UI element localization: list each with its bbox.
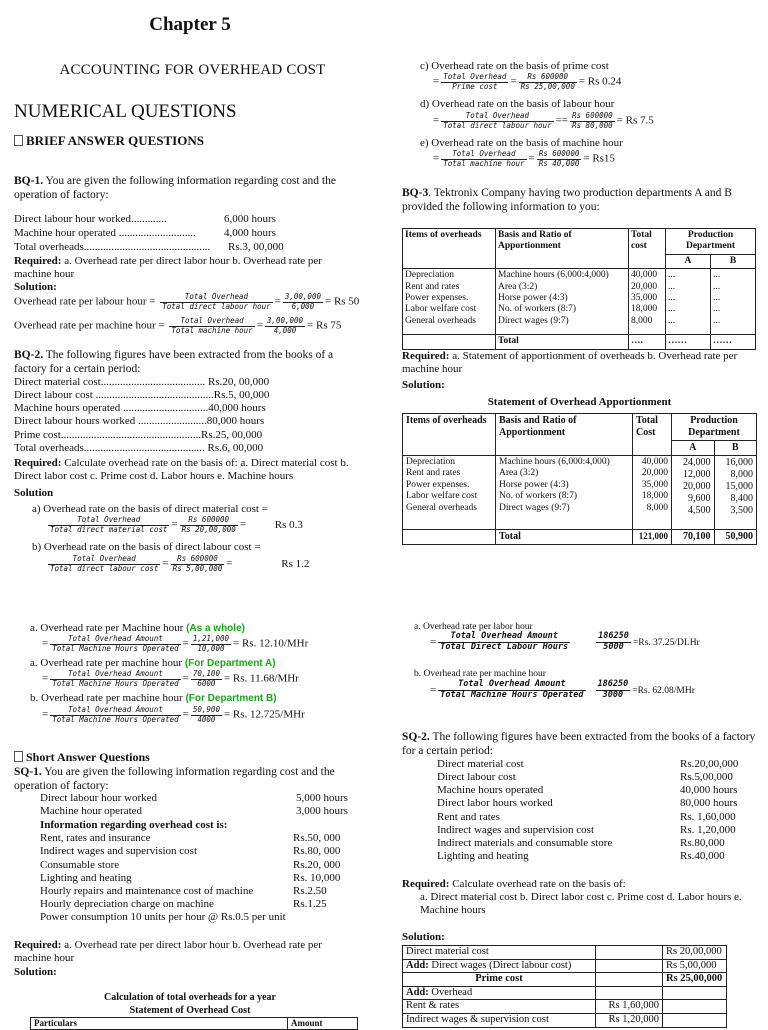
sq2-item: Direct material cost [437,758,524,770]
bq1-value: 4,000 hours [224,227,276,239]
sq1-power: Power consumption 10 units per hour @ Rs.0.5 per unit [40,911,286,923]
bq2-a-formula: $\frac{\text{Total Overhead}}{\text{Total direct material cost}}$ = $\frac{Rs 600000}{Rs 20,00,000}$ = Rs 0.3 [50,515,303,534]
th-total: Total cost [629,229,666,269]
bq3-input-table [402,228,756,350]
bq2-d-formula: = $\frac{\text{Total Overhead}}{\text{Total direct labour hour}}$ == $\frac{Rs 600000}{Rs 80,000}$ = Rs 7.5 [433,111,654,130]
bq2-row: Machine hours operated ...............................40,000 hours [14,402,266,414]
total-label: Total [496,335,629,349]
sq2-required-list: a. Direct material cost b. Direct labor cost c. Prime cost d. Labor hours e. Machine hours [420,891,742,917]
sq2-item: Indirect materials and consumable store [437,837,613,849]
th-a: A [666,254,711,268]
mhr-b-formula: = $\frac{\text{Total Overhead Amount}}{\text{Total Machine Hours Operated}}$ = $\frac{50,900}{4000}$ = Rs. 12.725/MHr [42,705,305,724]
bq2-required: Required: Calculate overhead rate on the basis of: a. Direct material cost b. Direct labor cost c. Prime cost d. Labor hours e. Machine hours [14,457,349,483]
section-title: NUMERICAL QUESTIONS [14,101,237,122]
sq1-required: Required: a. Overhead rate per direct labor hour b. Overhead rate per machine hour [14,939,322,965]
bq2-b-label: b) Overhead rate on the basis of direct labour cost = [32,541,261,553]
sq2-item-value: Rs.5,00,000 [680,771,733,783]
total-label: Total [496,530,633,545]
bq2-e-label: e) Overhead rate on the basis of machine hour [420,137,623,149]
sq2-item-value: 40,000 hours [680,784,738,796]
col-particulars: Particulars [31,1018,288,1030]
total-dots-a: …… [666,335,711,349]
bq3-solution-label: Solution: [402,379,445,391]
mhr-b-label: b. Overhead rate per machine hour (For Department B) [30,692,277,704]
bq3-question: BQ-3. Tektronix Company having two production departments A and B provided the following information to you: [402,187,732,213]
bq1-row: Machine hour operated ............................ [14,227,196,239]
sq1-value: 5,000 hours [296,792,348,804]
sq2-item-value: Rs. 1,20,000 [680,824,736,836]
sq1-b-formula: = $\frac{\text{Total Overhead Amount}}{\text{Total Machine Hours Operated}}$ $\frac{186250}{3000}$ =Rs. 62.08/MHr [430,679,695,700]
th-total: Total Cost [633,414,672,456]
items-cell: Depreciation Rent and rates Power expenses. Labor welfare cost General overheads [403,456,496,530]
sq1-a-label: a. Overhead rate per labor hour [414,622,533,632]
sq1-b-label: b. Overhead rate per machine hour [414,669,546,679]
bq3-apportionment-table [402,413,757,545]
th-b: B [710,254,755,268]
sq2-item: Lighting and heating [437,850,529,862]
bq1-question: BQ-1. You are given the following information regarding cost and the operation of factory: [14,175,336,201]
sq2-question: SQ-2. The following figures have been extracted from the books of a factory for a certain period: [402,731,756,757]
total-dots-b: …… [710,335,755,349]
sq1-a-formula: = $\frac{\text{Total Overhead Amount}}{\text{Total Direct Labour Hours}}$ $\frac{186250}{5000}$ =Rs. 37.25/DLHr [430,631,700,652]
sq2-item-value: Rs.20,00,000 [680,758,739,770]
sq2-item-value: Rs.80,000 [680,837,725,849]
bq2-row: Direct material cost...................................... Rs.20, 00,000 [14,376,270,388]
sq1-item: Lighting and heating [40,872,132,884]
col-amount: Amount [288,1018,358,1030]
sq2-item-value: Rs.40,000 [680,850,725,862]
bq3-required: Required: a. Statement of apportionment of overheads b. Overhead rate per machine hour [402,350,738,376]
sq2-solution-label: Solution: [402,931,445,943]
sq2-required: Required: Calculate overhead rate on the basis of: [402,878,626,890]
sq1-table [30,1017,358,1030]
sq1-item: Rent, rates and insurance [40,832,151,844]
th-b: B [714,441,757,456]
sum-a: 70,100 [672,530,715,545]
table-row: Direct material cost Rs 20,00,000 [403,946,727,960]
bq2-row: Prime cost...................................................Rs.25, 00,000 [14,429,263,441]
bq2-b-formula: $\frac{\text{Total Overhead}}{\text{Total direct labour cost}}$ = $\frac{Rs 600000}{Rs 5,00,000}$ = Rs 1.2 [50,554,310,573]
sq1-item-value: Rs.2.50 [293,885,327,897]
table-row: Add: Overhead [403,986,727,1000]
bq1-solution-label: Solution: [14,281,57,293]
chapter-heading: Chapter 5 [149,14,231,35]
sq1-item-value: Rs.50, 000 [293,832,341,844]
table-row: Indirect wages & supervision cost Rs 1,20,000 [403,1013,727,1027]
sq1-calc-title: Calculation of total overheads for a year [103,992,276,1003]
items-cell: Depreciation Rent and rates Power expenses. Labor welfare cost General overheads [403,269,496,335]
bq1-formula-machine: Overhead rate per machine hour = $\frac{\text{Total Overhead}}{\text{Total machine hour}}$ = $\frac{3,00,000}{4,000}$ = Rs 75 [14,316,342,335]
mhr-a2-formula: = $\frac{\text{Total Overhead Amount}}{\text{Total Machine Hours Operated}}$ = $\frac{70,100}{6000}$ = Rs. 11.68/MHr [42,669,299,688]
sq2-item: Direct labour cost [437,771,516,783]
total-cell: 40,000 20,000 35,000 18,000 8,000 [633,456,672,530]
th-basis: Basis and Ratio of Apportionment [496,414,633,456]
sq1-stmt-title: Statement of Overhead Cost [129,1005,251,1016]
bq1-required: Required: a. Overhead rate per direct labor hour b. Overhead rate per machine hour [14,255,322,281]
sq1-row: Direct labour hour worked [40,792,157,804]
brief-heading: BRIEF ANSWER QUESTIONS [14,133,204,149]
total-cell: 40,000 20,000 35,000 18,000 8,000 [629,269,666,335]
th-a: A [672,441,715,456]
sq1-item-value: Rs.80, 000 [293,845,341,857]
bq1-row: Total overheads.............................................. [14,241,211,253]
basis-cell: Machine hours (6,000:4,000) Area (3:2) Horse power (4:3) No. of workers (8:7) Direct wages (9:7) [496,269,629,335]
th-basis: Basis and Ratio of Apportionment [496,229,629,269]
sq2-item: Rent and rates [437,811,500,823]
sq1-item-value: Rs. 10,000 [293,872,341,884]
bq2-e-formula: = $\frac{\text{Total Overhead}}{\text{Total machine hour}}$ = $\frac{Rs 600000}{Rs 40,000}$ = Rs15 [433,149,615,168]
bq2-question: BQ-2. The following figures have been extracted from the books of a factory for a certain period: [14,349,334,375]
table-row: Prime cost Rs 25,00,000 [403,973,727,987]
b-cell: ... ... ... ... ... [710,269,755,335]
th-items: Items of overheads [403,229,496,269]
basis-cell: Machine hours (6,000:4,000) Area (3:2) Horse power (4:3) No. of workers (8:7) Direct wages (9:7) [496,456,633,530]
sq1-info-heading: Information regarding overhead cost is: [40,819,228,831]
a-values: 24,000 12,000 20,000 9,600 4,500 [672,456,715,530]
bq2-row: Direct labour cost ...........................................Rs.5, 00,000 [14,389,270,401]
bq1-value: 6,000 hours [224,213,276,225]
sq1-item: Consumable store [40,859,120,871]
sq1-question: SQ-1. You are given the following information regarding cost and the operation of factory: [14,766,335,792]
sq1-item: Hourly depreciation charge on machine [40,898,214,910]
bq2-a-label: a) Overhead rate on the basis of direct material cost = [32,503,268,515]
b-values: 16,000 8,000 15,000 8,400 3,500 [714,456,757,530]
checkbox-icon [14,135,23,146]
sq2-item: Indirect wages and supervision cost [437,824,595,836]
bq2-solution-label: Solution [14,487,54,499]
sum-total: 121,000 [633,530,672,545]
bq2-d-label: d) Overhead rate on the basis of labour hour [420,98,615,110]
bq2-c-label: c) Overhead rate on the basis of prime cost [420,60,609,72]
sq1-item: Hourly repairs and maintenance cost of machine [40,885,254,897]
bq1-row: Direct labour hour worked............. [14,213,167,225]
bq2-row: Direct labour hours worked .........................80,000 hours [14,415,265,427]
mhr-a2-label: a. Overhead rate per machine hour (For Department A) [30,657,276,669]
sq1-row: Machine hour operated [40,805,143,817]
sq1-item: Indirect wages and supervision cost [40,845,198,857]
sum-b: 50,900 [714,530,757,545]
chapter-title: ACCOUNTING FOR OVERHEAD COST [59,62,326,78]
short-answer-heading: Short Answer Questions [14,750,150,764]
th-prod-dept: Production Department [666,229,756,255]
sq1-item-value: Rs.1.25 [293,898,327,910]
table-row: Add: Direct wages (Direct labour cost) Rs 5,00,000 [403,959,727,973]
th-prod-dept: Production Department [672,414,757,441]
a-cell: ... ... ... ... ... [666,269,711,335]
stmt-title: Statement of Overhead Apportionment [487,396,672,408]
sq1-solution-label: Solution: [14,966,57,978]
sq2-item: Direct labor hours worked [437,797,553,809]
sq1-value: 3,000 hours [296,805,348,817]
bq1-value: Rs.3, 00,000 [228,241,284,253]
mhr-a1-label: a. Overhead rate per Machine hour (As a whole) [30,622,245,634]
total-dots: …. [629,335,666,349]
bq1-formula-labour: Overhead rate per labour hour = $\frac{\text{Total Overhead}}{\text{Total direct labour hour}}$ = $\frac{3,00,000}{6,000}$ = Rs 50 [14,292,360,311]
sq1-item-value: Rs.20, 000 [293,859,341,871]
checkbox-icon [14,751,23,762]
sq2-table [402,945,727,1028]
sq2-item-value: Rs. 1,60,000 [680,811,736,823]
bq2-row: Total overheads............................................ Rs.6, 00,000 [14,442,264,454]
table-row: Rent & rates Rs 1,60,000 [403,1000,727,1014]
sq2-item-value: 80,000 hours [680,797,738,809]
mhr-a1-formula: = $\frac{\text{Total Overhead Amount}}{\text{Total Machine Hours Operated}}$ = $\frac{1,21,000}{10,000}$ = Rs. 12.10/MHr [42,634,309,653]
sq2-item: Machine hours operated [437,784,544,796]
th-items: Items of overheads [403,414,496,456]
bq2-c-formula: = $\frac{\text{Total Overhead}}{\text{Prime cost}}$ = $\frac{Rs 600000}{Rs 25,00,000}$ = Rs 0.24 [433,72,622,91]
